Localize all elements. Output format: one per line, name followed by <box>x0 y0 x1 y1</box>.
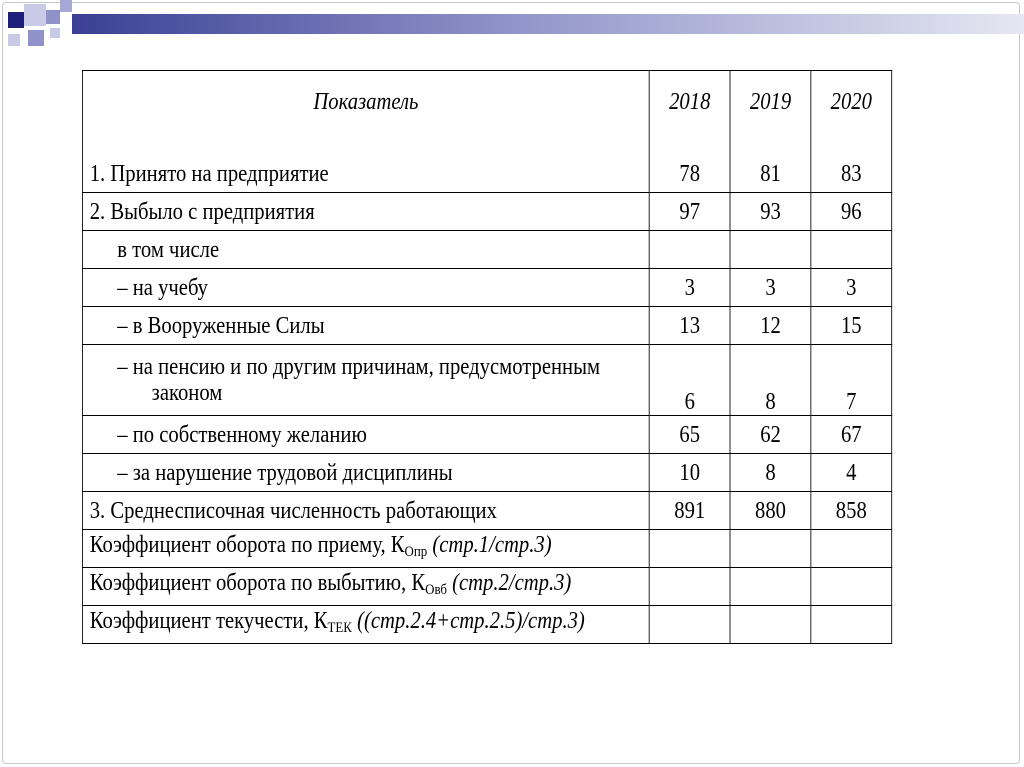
cell-value <box>811 231 892 269</box>
header-gradient-bar <box>72 14 1024 34</box>
table-row <box>82 269 891 307</box>
table-row <box>82 530 891 568</box>
decor-square <box>60 0 72 12</box>
row-label: – за нарушение трудовой дисциплины <box>82 454 649 492</box>
cell-value: 8 <box>730 454 811 492</box>
cell-value: 880 <box>730 492 811 530</box>
table-row <box>82 568 891 606</box>
cell-value: 13 <box>649 307 730 345</box>
coefficient-formula: (стр.2/стр.3) <box>446 570 572 596</box>
cell-value: 12 <box>730 307 811 345</box>
table-row <box>82 345 891 416</box>
cell-value: 6 <box>649 345 730 416</box>
cell-value: 7 <box>811 345 892 416</box>
cell-value <box>649 568 730 606</box>
cell-value: 4 <box>811 454 892 492</box>
row-label: 1. Принято на предприятие <box>82 155 649 193</box>
cell-value <box>730 231 811 269</box>
cell-value: 96 <box>811 193 892 231</box>
coefficient-name: Коэффициент оборота по приему, К <box>89 532 405 558</box>
cell-value <box>811 568 892 606</box>
year-header: 2020 <box>811 71 892 156</box>
coefficient-formula: ((стр.2.4+стр.2.5)/стр.3) <box>351 608 585 634</box>
row-label: – на учебу <box>82 269 649 307</box>
decor-square <box>8 12 24 28</box>
coefficient-subscript: Овб <box>425 582 447 598</box>
coefficient-subscript: Опр <box>404 544 428 560</box>
row-label <box>82 568 649 606</box>
cell-value: 62 <box>730 416 811 454</box>
row-label: – в Вооруженные Силы <box>82 307 649 345</box>
staff-turnover-table <box>82 70 892 644</box>
cell-value: 3 <box>730 269 811 307</box>
year-header: 2019 <box>730 71 811 156</box>
row-label <box>82 606 649 644</box>
cell-value: 65 <box>649 416 730 454</box>
coefficient-formula: (стр.1/стр.3) <box>427 532 552 558</box>
cell-value: 10 <box>649 454 730 492</box>
coefficient-subscript: ТЕК <box>327 620 352 636</box>
cell-value <box>811 606 892 644</box>
table-row <box>82 231 891 269</box>
cell-value: 67 <box>811 416 892 454</box>
table-row <box>82 492 891 530</box>
table-row <box>82 416 891 454</box>
cell-value <box>649 530 730 568</box>
indicator-header: Показатель <box>313 89 419 115</box>
table-row <box>82 454 891 492</box>
coefficient-name: Коэффициент текучести, К <box>89 608 328 634</box>
cell-value <box>730 530 811 568</box>
row-label-line: законом <box>151 380 223 406</box>
decor-square <box>46 10 60 24</box>
cell-value: 83 <box>811 155 892 193</box>
table-row <box>82 193 891 231</box>
table-row <box>82 307 891 345</box>
cell-value: 15 <box>811 307 892 345</box>
cell-value: 81 <box>730 155 811 193</box>
cell-value <box>730 568 811 606</box>
coefficient-name: Коэффициент оборота по выбытию, К <box>89 570 426 596</box>
table-row <box>82 155 891 193</box>
cell-value: 78 <box>649 155 730 193</box>
row-label <box>82 345 649 416</box>
cell-value <box>649 606 730 644</box>
cell-value <box>730 606 811 644</box>
decor-square <box>28 30 44 46</box>
row-label <box>82 530 649 568</box>
decor-square <box>50 28 60 38</box>
cell-value: 891 <box>649 492 730 530</box>
row-label: 2. Выбыло с предприятия <box>82 193 649 231</box>
table-row <box>82 606 891 644</box>
year-header: 2018 <box>649 71 730 156</box>
table-header-row <box>82 71 891 156</box>
row-label: – по собственному желанию <box>82 416 649 454</box>
cell-value <box>649 231 730 269</box>
cell-value <box>811 530 892 568</box>
cell-value: 97 <box>649 193 730 231</box>
decor-square <box>8 34 20 46</box>
slide-header-decoration <box>0 0 1024 60</box>
decor-square <box>24 4 46 26</box>
cell-value: 858 <box>811 492 892 530</box>
cell-value: 93 <box>730 193 811 231</box>
row-label: 3. Среднесписочная численность работающих <box>82 492 649 530</box>
row-label: в том числе <box>82 231 649 269</box>
cell-value: 3 <box>649 269 730 307</box>
cell-value: 3 <box>811 269 892 307</box>
row-label-line: – на пенсию и по другим причинам, предусмотренным <box>117 354 601 380</box>
cell-value: 8 <box>730 345 811 416</box>
